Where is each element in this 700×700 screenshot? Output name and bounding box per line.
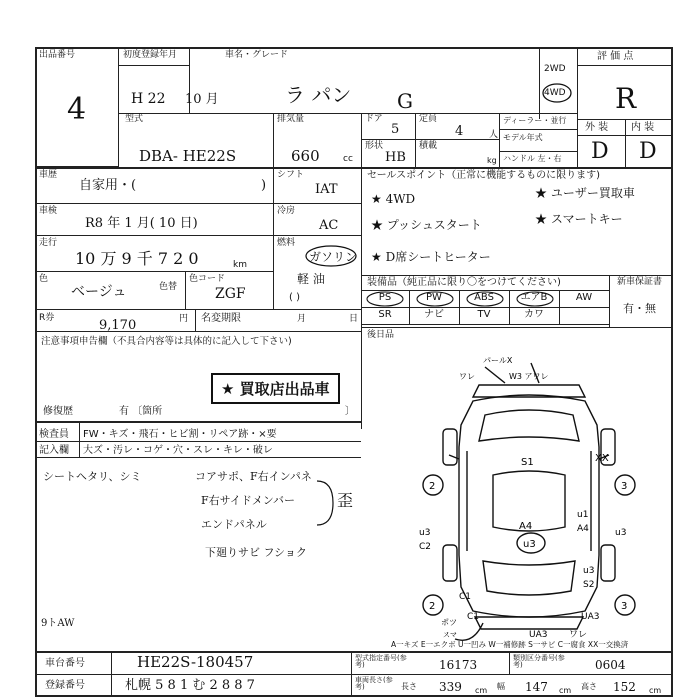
equipment-circles <box>361 290 561 308</box>
color-value: ベージュ <box>71 284 127 300</box>
diagram-pillar: パールX <box>483 356 513 365</box>
notes-title: 注意事項申告欄（不具合内容等は具体的に記入して下さい) <box>41 336 292 347</box>
ac-value: AC <box>319 218 339 233</box>
car-name: ラ パン <box>285 83 352 107</box>
shift-value: IAT <box>315 182 338 197</box>
fuel-alt: 軽 油 <box>297 272 325 286</box>
dims-label: 車両長さ(参考) <box>355 676 393 691</box>
lot-number: 4 <box>67 92 87 127</box>
remark-3: F右サイドメンバー <box>201 494 295 507</box>
displacement-label: 排気量 <box>277 114 305 124</box>
diagram-s1: S1 <box>521 457 534 468</box>
color-code-label: 色コード <box>189 274 226 284</box>
remark-warp: 歪 <box>337 491 354 510</box>
shape-label: 形状 <box>365 141 384 151</box>
warranty-options: 有・無 <box>623 302 656 315</box>
reg-value: 札幌 5 8 1 む 2 8 8 7 <box>125 678 255 693</box>
first-reg-month: 10 月 <box>185 92 219 107</box>
history-label: 車歴 <box>39 170 58 180</box>
equip-navi: ナビ <box>424 309 444 320</box>
equip-airbag: エアB <box>520 292 548 303</box>
month-label: 月 <box>297 314 307 324</box>
diagram-u3-r2: u3 <box>583 566 595 576</box>
diagram-u1: u1 <box>577 510 589 520</box>
first-reg-label: 初度登録年月 <box>123 50 178 60</box>
warranty-label: 新車保証書 <box>617 277 663 287</box>
shift-label: シフト <box>277 170 305 180</box>
equip-leather: カワ <box>524 309 544 320</box>
shape-value: HB <box>385 150 406 165</box>
ext-value: D <box>591 139 609 164</box>
rear-bumper <box>475 617 583 629</box>
equip-tv: TV <box>477 309 491 320</box>
capacity-value: 4 <box>455 124 464 139</box>
inspector-row2: 大ズ・汚レ・コゲ・穴・スレ・キレ・破レ <box>83 445 273 456</box>
doors-label: ドア <box>365 114 383 124</box>
color-change-label: 色替 <box>159 282 178 292</box>
int-label: 内 装 <box>631 122 655 133</box>
diagram-u3-l: u3 <box>419 528 431 538</box>
repair-value: 有 〔箇所 <box>119 406 163 417</box>
designation-value: 16173 <box>439 658 478 672</box>
score-label: 評 価 点 <box>597 51 634 62</box>
remark-2: コアサポ、F右インパネ <box>195 470 312 483</box>
chassis-label: 車台番号 <box>45 658 85 669</box>
remark-1: シートヘタリ、シミ <box>43 470 142 483</box>
ext-label: 外 装 <box>585 122 609 133</box>
history-close: ) <box>261 178 267 193</box>
diagram-c2: C2 <box>419 542 432 552</box>
equip-aw: AW <box>575 292 593 303</box>
diagram-3-right: 3 <box>621 481 628 492</box>
recycle-unit: 円 <box>179 314 189 324</box>
windshield-outline <box>479 410 579 441</box>
wheel-fl <box>443 429 457 465</box>
first-reg-year: H 22 <box>131 91 166 107</box>
reg-label: 登録番号 <box>45 680 85 691</box>
model-year-label: モデル年式 <box>503 133 543 142</box>
ac-label: 冷房 <box>277 206 296 216</box>
car-body-outline <box>459 395 599 617</box>
equipment-title: 装備品（純正品に限り〇をつけてください) <box>367 277 561 288</box>
wheel-rl <box>443 545 457 581</box>
capacity-label: 定員 <box>419 114 438 124</box>
displacement-unit: cc <box>343 154 353 164</box>
4wd-circle <box>539 81 575 105</box>
diagram-3-br: 3 <box>621 601 628 612</box>
diagram-pot: ポツ <box>441 618 457 627</box>
mileage-unit: km <box>233 260 247 270</box>
drive-4wd: 4WD <box>544 88 566 98</box>
fuel-label: 燃料 <box>277 238 296 248</box>
day-label: 日 <box>349 314 359 324</box>
model-label: 型式 <box>125 114 144 124</box>
diagram-xx: XX <box>595 453 609 464</box>
chassis-value: HE22S-180457 <box>137 653 254 671</box>
category-label: 類別区分番号(参考) <box>513 654 565 669</box>
equip-abs: ABS <box>474 292 494 303</box>
sales-title: セールスポイント（正常に機能するものに限ります) <box>367 170 601 181</box>
car-diagram <box>419 355 639 641</box>
designation-label: 型式指定番号(参考) <box>355 654 407 669</box>
diagram-wa: ワレ <box>569 630 588 640</box>
equip-sr: SR <box>378 309 392 320</box>
lot-label: 出品番号 <box>39 50 76 60</box>
rear-seat-label: 後日品 <box>367 330 395 340</box>
width-unit: cm <box>559 686 572 695</box>
mileage-value: 10 万 9 千 7 2 0 <box>75 249 199 268</box>
auction-sheet <box>35 47 673 697</box>
diagram-a4-r: A4 <box>577 524 589 534</box>
color-label: 色 <box>39 274 49 284</box>
handle-label: ハンドル 左・右 <box>503 154 562 163</box>
sales-item-2: ★ ユーザー買取車 <box>535 186 635 200</box>
diagram-2-left: 2 <box>429 481 436 492</box>
remark-brace <box>315 479 345 529</box>
score-value: R <box>615 82 637 115</box>
diagram-smell: スマ <box>443 631 457 639</box>
history-value: 自家用・( <box>79 178 137 193</box>
diagram-a4-c: A4 <box>519 521 533 532</box>
grade: G <box>397 89 413 113</box>
recycle-label: R券 <box>39 313 55 323</box>
remark-4: エンドパネル <box>201 518 267 531</box>
length-label: 長さ <box>401 682 417 691</box>
dealer-label: ディーラー・並行 <box>503 116 567 125</box>
diagram-c1-b: C1 <box>467 612 480 622</box>
inspector-row1: FW・キズ・飛石・ヒビ割・リペア跡・×要 <box>83 429 277 440</box>
diagram-w3: W3 アワレ <box>509 372 549 381</box>
wheel-rr <box>601 545 615 581</box>
diagram-legend: A一キズ E一エクボ U一凹み W一補修跡 S一サビ C一腐食 XX一交換済 <box>391 640 629 649</box>
repair-label: 修復歴 <box>43 406 73 417</box>
diagram-c1-l: C1 <box>459 592 472 602</box>
diagram-s2: S2 <box>583 580 595 590</box>
record-label: 記入欄 <box>39 445 69 456</box>
load-label: 積載 <box>419 141 438 151</box>
fuel-paren: ( ) <box>289 292 300 303</box>
car-name-label: 車名・グレード <box>225 50 289 60</box>
diagram-u3-r: u3 <box>615 528 627 538</box>
category-value: 0604 <box>595 658 626 672</box>
sales-item-5: ★ D席シートヒーター <box>371 250 491 264</box>
inspection-value: R8 年 1 月( 10 日) <box>85 216 198 231</box>
capacity-unit: 人 <box>489 130 499 140</box>
height-unit: cm <box>649 686 662 695</box>
fuel-value: ガソリン <box>309 250 358 264</box>
length-unit: cm <box>475 686 488 695</box>
displacement-value: 660 <box>291 147 320 165</box>
diagram-2-bl: 2 <box>429 601 436 612</box>
equip-pw: PW <box>426 292 442 303</box>
length-value: 339 <box>439 680 462 694</box>
recycle-value: 9,170 <box>99 318 137 333</box>
color-code-value: ZGF <box>215 286 246 302</box>
inspection-label: 車検 <box>39 206 58 216</box>
doors-value: 5 <box>391 122 400 137</box>
remark-5: 下廻りサビ フショク <box>205 546 307 559</box>
load-unit: kg <box>487 156 497 165</box>
sales-item-3: ★ プッシュスタート <box>371 218 482 232</box>
rear-window-outline <box>483 561 575 595</box>
diagram-ua3-r: UA3 <box>581 612 600 622</box>
diagram-ua3-b: UA3 <box>529 630 548 640</box>
mileage-label: 走行 <box>39 238 58 248</box>
width-value: 147 <box>525 680 548 694</box>
repair-close: 〕 <box>345 406 355 417</box>
sales-item-1: ★ 4WD <box>371 192 416 206</box>
remark-aw: 9トAW <box>41 618 75 629</box>
drive-2wd: 2WD <box>544 64 566 74</box>
int-value: D <box>639 139 657 164</box>
model-value: DBA- HE22S <box>139 147 237 165</box>
height-value: 152 <box>613 680 636 694</box>
height-label: 高さ <box>581 682 597 691</box>
width-label: 幅 <box>497 682 505 691</box>
inspector-label: 検査員 <box>39 429 69 440</box>
fuel-circle <box>303 243 359 269</box>
buyback-stamp: ★ 買取店出品車 <box>211 373 340 404</box>
name-change-label: 名変期限 <box>201 313 241 324</box>
diagram-wa-top: ワレ <box>459 372 475 381</box>
sales-item-4: ★ スマートキー <box>535 212 623 226</box>
equip-ps: PS <box>378 292 392 303</box>
diagram-u3-c: u3 <box>523 539 536 550</box>
